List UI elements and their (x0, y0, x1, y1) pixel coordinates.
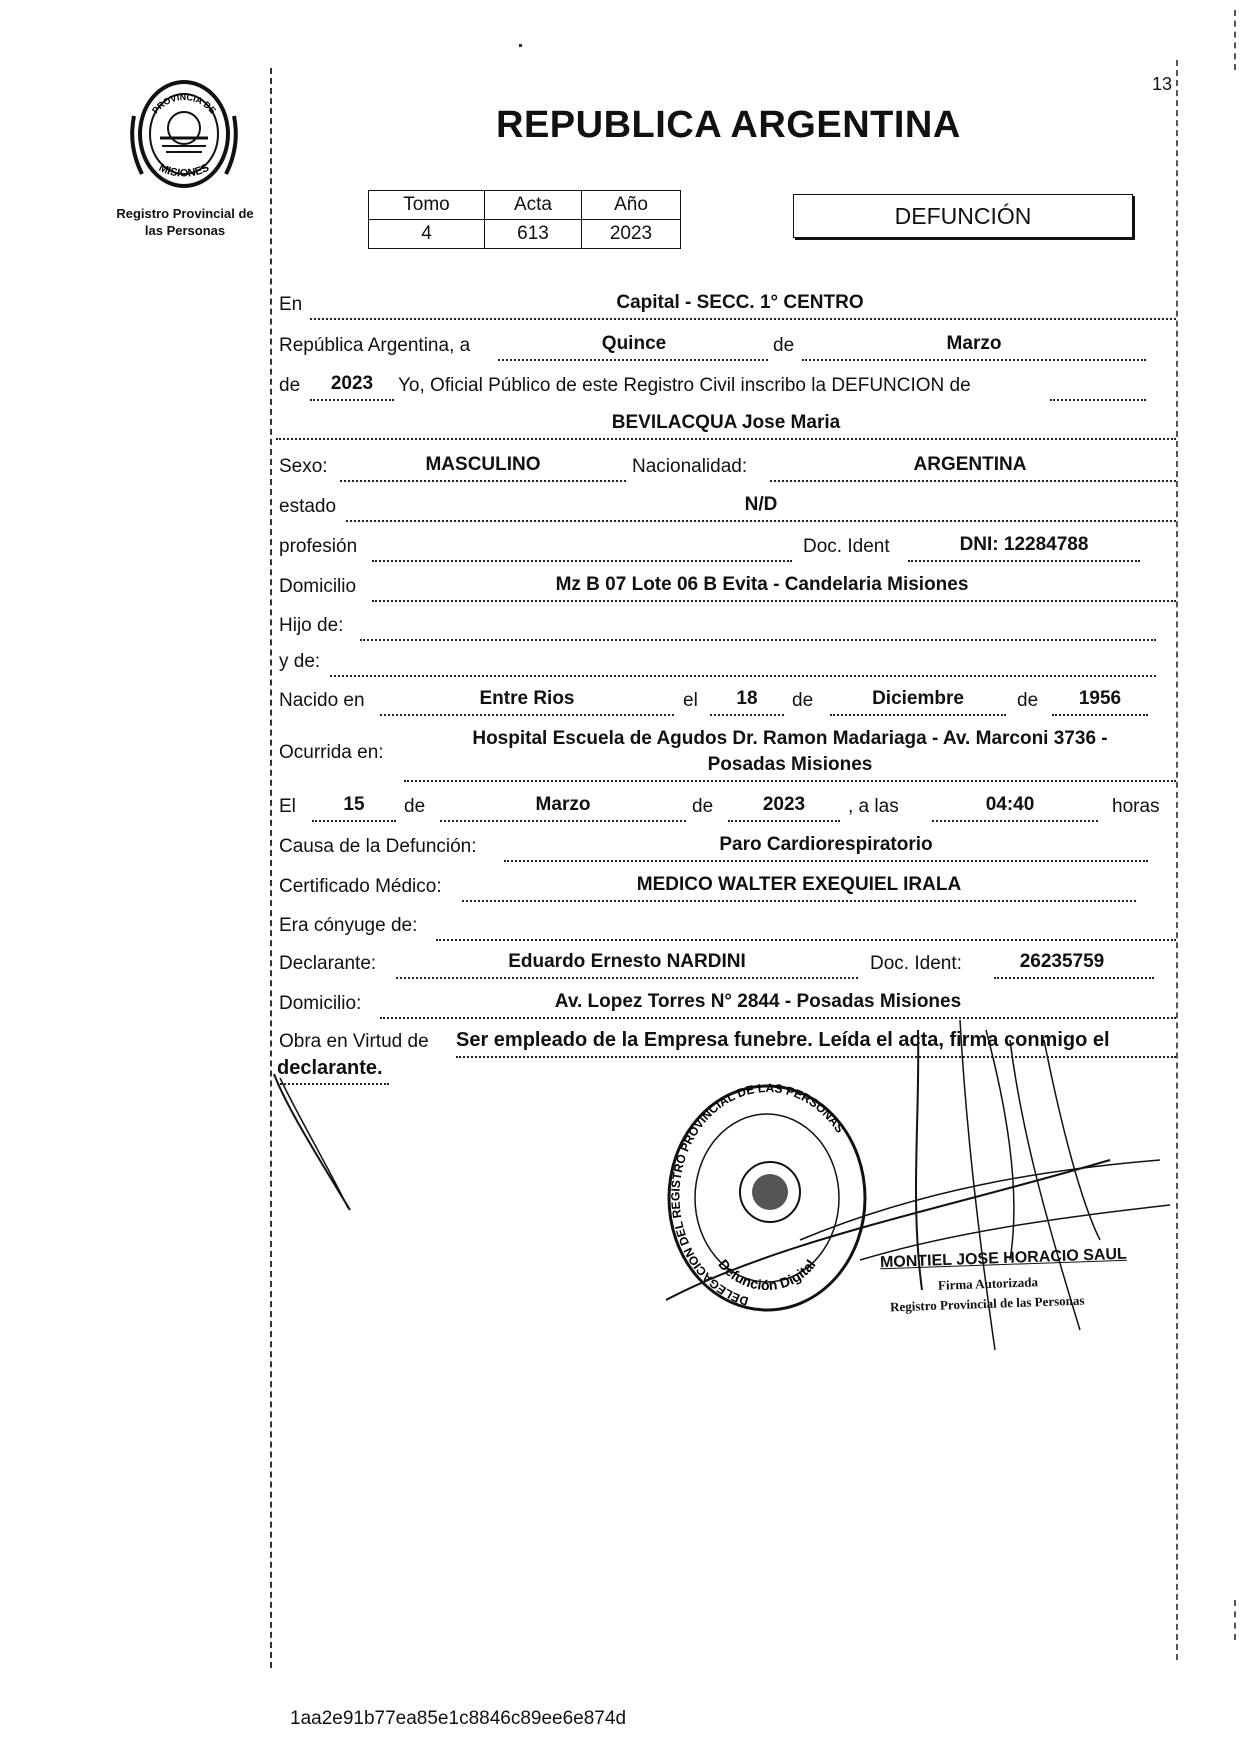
anio-defuncion-line (728, 820, 840, 822)
domicilio-line (372, 600, 1176, 602)
value-acta: 613 (485, 220, 582, 249)
fallecido-line (276, 438, 1176, 440)
seal-top-text: PROVINCIA DE (150, 91, 218, 116)
edge-mark-top (1234, 10, 1236, 70)
dia-line (498, 359, 768, 361)
label-nacido-en: Nacido en (279, 690, 365, 711)
label-ocurrida-en: Ocurrida en: (279, 742, 384, 763)
label-nacionalidad: Nacionalidad: (632, 456, 748, 477)
mes-value: Marzo (946, 333, 1002, 354)
hora-value: 04:40 (985, 794, 1035, 815)
nacido-mes-value: Diciembre (872, 688, 964, 709)
signer-role: Firma Autorizada (937, 1274, 1039, 1293)
left-margin-line (270, 68, 272, 1668)
nacido-lugar-line (380, 714, 674, 716)
profesion-line (372, 560, 792, 562)
header-anio: Año (582, 191, 681, 220)
declarante-value: Eduardo Ernesto NARDINI (508, 951, 746, 972)
seal-bottom-text: MISIONES (156, 161, 212, 180)
label-doc-ident: Doc. Ident (803, 536, 890, 557)
label-republica-a: República Argentina, a (279, 335, 471, 356)
anio-defuncion-value: 2023 (762, 794, 806, 815)
y-de-line (330, 675, 1156, 677)
closing-stroke (270, 1070, 370, 1220)
label-horas: horas (1112, 796, 1160, 817)
sexo-line (340, 480, 626, 482)
label-conyuge: Era cónyuge de: (279, 915, 418, 936)
label-de-anio: de (279, 375, 301, 396)
stamp-ring-text: DELEGACION DEL REGISTRO PROVINCIAL DE LAS PERSONAS (668, 1080, 848, 1309)
label-certificado: Certificado Médico: (279, 876, 442, 897)
label-obra-en-virtud: Obra en Virtud de (279, 1031, 429, 1052)
anio-value: 2023 (330, 373, 374, 394)
nacionalidad-line (770, 480, 1176, 482)
svg-text:MISIONES (157, 162, 211, 180)
right-margin-line (1176, 60, 1178, 1660)
stamp-inner-text: Defunción Digital (715, 1256, 819, 1294)
nacido-anio-line (1052, 714, 1148, 716)
signer-entity: Registro Provincial de las Personas (889, 1292, 1085, 1315)
nacionalidad-value: ARGENTINA (913, 454, 1027, 475)
lugar-line (310, 318, 1176, 320)
label-de-mes: de (773, 335, 795, 356)
label-el: el (683, 690, 698, 711)
scan-speck (519, 44, 522, 47)
doc-line (908, 560, 1140, 562)
obra-texto-2: declarante. (277, 1057, 383, 1079)
page-number: 13 (1152, 74, 1173, 94)
obra-texto-1: Ser empleado de la Empresa funebre. Leída el acta, firma conmigo el (456, 1029, 1110, 1051)
label-estado: estado (279, 496, 337, 517)
ocurrida-line1-value: Hospital Escuela de Agudos Dr. Ramon Madariaga - Av. Marconi 3736 - (472, 728, 1108, 749)
value-tomo: 4 (369, 220, 485, 249)
mes-defuncion-line (440, 820, 686, 822)
mes-line (802, 359, 1146, 361)
nacido-anio-value: 1956 (1078, 688, 1122, 709)
nacido-lugar-value: Entre Rios (479, 688, 575, 709)
label-de-defuncion-anio: de (692, 796, 714, 817)
header-acta: Acta (485, 191, 582, 220)
mes-defuncion-value: Marzo (535, 794, 591, 815)
value-anio: 2023 (582, 220, 681, 249)
edge-mark-bottom (1234, 1600, 1236, 1640)
conyuge-line (436, 939, 1176, 941)
lugar-value: Capital - SECC. 1° CENTRO (616, 292, 864, 313)
declarante-doc-line (994, 977, 1154, 979)
ocurrida-line2-value: Posadas Misiones (707, 754, 873, 775)
label-hijo-de: Hijo de: (279, 615, 344, 636)
causa-line (504, 860, 1148, 862)
registry-name (100, 205, 270, 239)
certificado-value: MEDICO WALTER EXEQUIEL IRALA (636, 874, 962, 895)
label-de-defuncion-mes: de (404, 796, 426, 817)
anio-line (310, 399, 394, 401)
certificado-line (462, 900, 1136, 902)
label-causa: Causa de la Defunción: (279, 836, 477, 857)
estado-line (346, 520, 1176, 522)
label-sexo: Sexo: (279, 456, 328, 477)
declarante-domicilio-value: Av. Lopez Torres N° 2844 - Posadas Misiones (554, 991, 962, 1012)
fallecido-value: BEVILACQUA Jose Maria (611, 412, 841, 433)
label-domicilio-declarante: Domicilio: (279, 993, 362, 1014)
declarante-line (396, 977, 858, 979)
label-el-fecha: El (279, 796, 296, 817)
ocurrida-line (404, 780, 1176, 782)
label-yo-oficial: Yo, Oficial Público de este Registro Civil inscribo la DEFUNCION de (398, 375, 971, 396)
header-tomo: Tomo (369, 191, 485, 220)
label-doc-ident-declarante: Doc. Ident: (870, 953, 962, 974)
estado-value: N/D (744, 494, 778, 515)
hijo-de-line (360, 639, 1156, 641)
dia-defuncion-value: 15 (343, 794, 365, 815)
sexo-value: MASCULINO (425, 454, 541, 475)
label-profesion: profesión (279, 536, 358, 557)
yo-oficial-line (1050, 399, 1146, 401)
registry-name-line2: las Personas (144, 223, 226, 238)
province-seal-emblem (128, 76, 240, 192)
label-a-las: , a las (848, 796, 899, 817)
document-hash: 1aa2e91b77ea85e1c8846c89ee6e874d (290, 1708, 627, 1729)
nacido-dia-line (710, 714, 784, 716)
domicilio-value: Mz B 07 Lote 06 B Evita - Candelaria Misiones (555, 574, 969, 595)
registry-name-line1: Registro Provincial de (116, 206, 254, 221)
registry-table-header-row (369, 191, 681, 220)
registry-table (368, 190, 681, 249)
label-en: En (279, 294, 303, 315)
nacido-mes-line (830, 714, 1006, 716)
label-domicilio: Domicilio (279, 576, 357, 597)
causa-value: Paro Cardiorespiratorio (719, 834, 933, 855)
nacido-dia-value: 18 (736, 688, 758, 709)
label-y-de: y de: (279, 651, 321, 672)
label-de-nacido-anio: de (1017, 690, 1039, 711)
signer-name: MONTIEL JOSE HORACIO SAUL (879, 1245, 1128, 1272)
label-declarante: Declarante: (279, 953, 377, 974)
hora-line (932, 820, 1098, 822)
document-type-box: DEFUNCIÓN (793, 194, 1133, 238)
label-de-nacido-mes: de (792, 690, 814, 711)
doc-value: DNI: 12284788 (959, 534, 1089, 555)
dia-value: Quince (601, 333, 667, 354)
declarante-doc-value: 26235759 (1019, 951, 1105, 972)
registry-table-value-row (369, 220, 681, 249)
country-title: REPUBLICA ARGENTINA (496, 104, 961, 146)
dia-defuncion-line (312, 820, 396, 822)
